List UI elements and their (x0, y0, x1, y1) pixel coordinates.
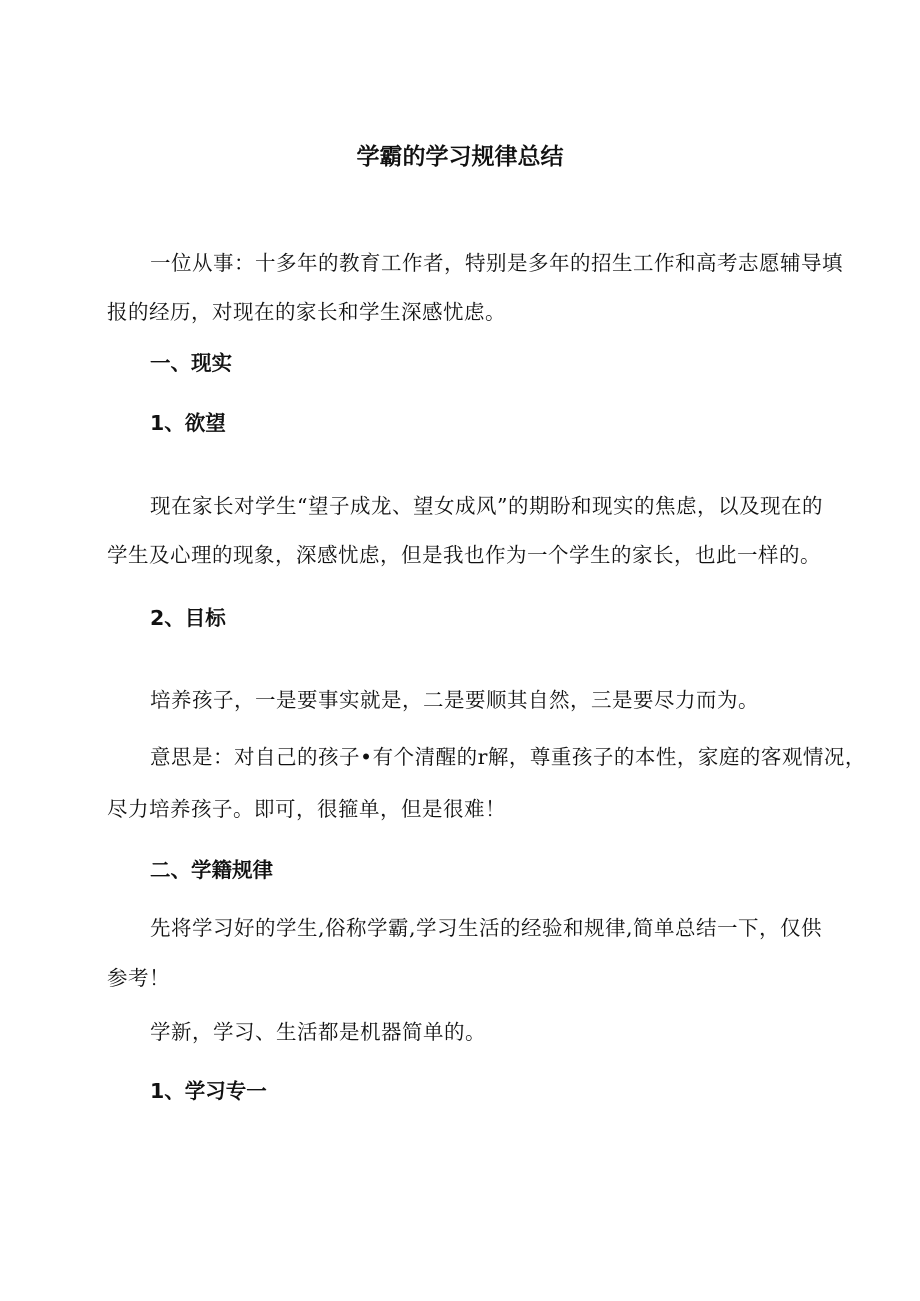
intro-line-1: 一位从事：十多年的教育工作者，特别是多年的招生工作和高考志愿辅导填 (150, 251, 843, 275)
section-heading-study-rules: 二、学籍规律 (150, 858, 273, 882)
meaning-paragraph-line-1: 意思是：对自己的孩子•有个清醒的r解，尊重孩子的本性，家庭的客观情况， (150, 745, 866, 769)
desire-paragraph-line-1: 现在家长对学生“望子成龙、望女成风”的期盼和现实的焦虑，以及现在的 (150, 494, 823, 518)
study-rules-paragraph-line-1: 先将学习好的学生,俗称学霸,学习生活的经验和规律,简单总结一下，仅供 (150, 916, 823, 940)
goal-paragraph: 培养孩子，一是要事实就是，二是要顺其自然，三是要尽力而为。 (150, 688, 759, 712)
subheading-goal: 2、目标 (150, 606, 226, 630)
simplicity-paragraph: 学新，学习、生活都是机器简单的。 (150, 1020, 486, 1044)
intro-line-2: 报的经历，对现在的家长和学生深感忧虑。 (107, 300, 506, 324)
document-title: 学霸的学习规律总结 (356, 144, 564, 170)
meaning-paragraph-line-2: 尽力培养孩子。即可，很箍单，但是很难！ (107, 797, 506, 821)
study-rules-paragraph-line-2: 参考！ (107, 966, 170, 990)
desire-paragraph-line-2: 学生及心理的现象，深感忧虑，但是我也作为一个学生的家长，也此一样的。 (107, 543, 821, 567)
subheading-desire: 1、欲望 (150, 411, 226, 435)
subheading-focused-study: 1、学习专一 (150, 1079, 267, 1103)
section-heading-reality: 一、现实 (150, 351, 232, 375)
